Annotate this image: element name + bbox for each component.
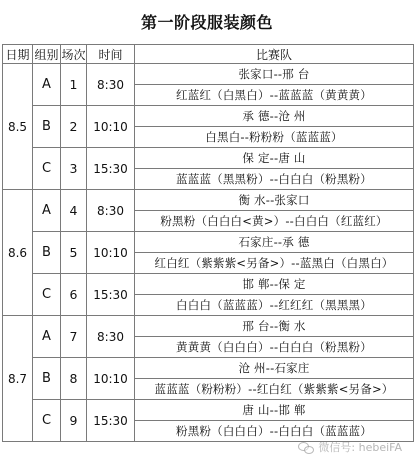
time-cell: 15:30 — [87, 400, 135, 442]
header-group: 组别 — [33, 45, 61, 64]
colors-cell: 粉黑粉（白白白）--白白白（蓝蓝蓝） — [135, 421, 414, 442]
table-row — [3, 148, 414, 169]
match-number-cell: 5 — [61, 232, 87, 274]
date-cell: 8.5 — [3, 64, 33, 190]
match-number-cell: 3 — [61, 148, 87, 190]
colors-cell: 红白红（紫紫紫<另备>）--蓝黑白（白黑白） — [135, 253, 414, 274]
table-row — [3, 400, 414, 421]
pairing-cell: 保 定--唐 山 — [135, 148, 414, 169]
time-cell: 10:10 — [87, 358, 135, 400]
header-match: 场次 — [61, 45, 87, 64]
time-cell: 10:10 — [87, 232, 135, 274]
pairing-cell: 张家口--邢 台 — [135, 64, 414, 85]
time-cell: 10:10 — [87, 106, 135, 148]
date-cell: 8.6 — [3, 190, 33, 316]
colors-cell: 白黑白--粉粉粉（蓝蓝蓝） — [135, 127, 414, 148]
group-cell: A — [33, 190, 61, 232]
header-row — [3, 45, 414, 64]
table-row — [3, 106, 414, 127]
match-number-cell: 9 — [61, 400, 87, 442]
table-row — [3, 64, 414, 85]
group-cell: C — [33, 400, 61, 442]
time-cell: 15:30 — [87, 274, 135, 316]
match-number-cell: 6 — [61, 274, 87, 316]
colors-cell: 蓝蓝蓝（黑黑粉）--白白白（粉黑粉） — [135, 169, 414, 190]
pairing-cell: 沧 州--石家庄 — [135, 358, 414, 379]
time-cell: 8:30 — [87, 316, 135, 358]
page-title: 第一阶段服装颜色 — [140, 13, 273, 32]
match-number-cell: 1 — [61, 64, 87, 106]
header-teams: 比赛队 — [135, 45, 414, 64]
wechat-icon — [298, 441, 314, 453]
colors-cell: 蓝蓝蓝（粉粉粉）--红白红（紫紫紫<另备>） — [135, 379, 414, 400]
group-cell: B — [33, 106, 61, 148]
time-cell: 8:30 — [87, 190, 135, 232]
pairing-cell: 邢 台--衡 水 — [135, 316, 414, 337]
match-number-cell: 7 — [61, 316, 87, 358]
match-number-cell: 8 — [61, 358, 87, 400]
pairing-cell: 衡 水--张家口 — [135, 190, 414, 211]
match-number-cell: 2 — [61, 106, 87, 148]
watermark-text: 微信号: hebeiFA — [318, 441, 402, 454]
match-number-cell: 4 — [61, 190, 87, 232]
table-row — [3, 232, 414, 253]
schedule-table — [2, 44, 414, 442]
colors-cell: 红蓝红（白黑白）--蓝蓝蓝（黄黄黄） — [135, 85, 414, 106]
group-cell: B — [33, 358, 61, 400]
pairing-cell: 邯 郸--保 定 — [135, 274, 414, 295]
watermark — [298, 439, 402, 455]
pairing-cell: 唐 山--邯 郸 — [135, 400, 414, 421]
table-row — [3, 190, 414, 211]
time-cell: 8:30 — [87, 64, 135, 106]
table-row — [3, 358, 414, 379]
colors-cell: 粉黑粉（白白白<黄>）--白白白（红蓝红） — [135, 211, 414, 232]
group-cell: B — [33, 232, 61, 274]
colors-cell: 白白白（蓝蓝蓝）--红红红（黑黑黑） — [135, 295, 414, 316]
time-cell: 15:30 — [87, 148, 135, 190]
pairing-cell: 承 德--沧 州 — [135, 106, 414, 127]
group-cell: A — [33, 64, 61, 106]
group-cell: A — [33, 316, 61, 358]
table-row — [3, 274, 414, 295]
pairing-cell: 石家庄--承 德 — [135, 232, 414, 253]
date-cell: 8.7 — [3, 316, 33, 442]
table-row — [3, 316, 414, 337]
group-cell: C — [33, 274, 61, 316]
header-date: 日期 — [3, 45, 33, 64]
colors-cell: 黄黄黄（白白白）--白白白（粉黑粉） — [135, 337, 414, 358]
group-cell: C — [33, 148, 61, 190]
header-time: 时间 — [87, 45, 135, 64]
